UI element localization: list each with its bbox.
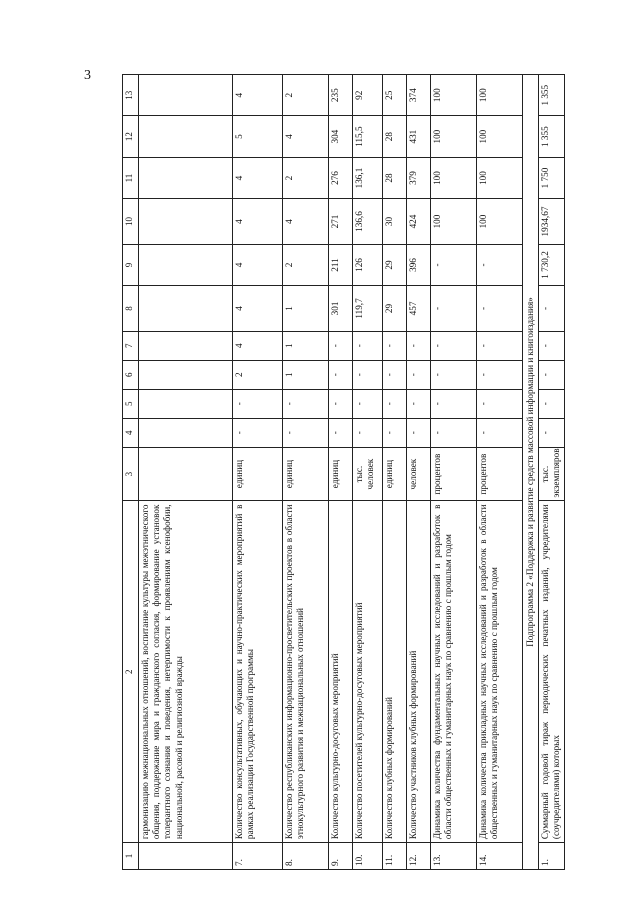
row-value: - <box>283 389 329 418</box>
row-value: - <box>233 418 283 447</box>
row-value <box>139 389 233 418</box>
row-value <box>139 331 233 360</box>
row-value: 1 750 <box>539 157 564 198</box>
row-unit <box>139 447 233 501</box>
row-value: - <box>431 418 477 447</box>
row-description: Количество участников клубных формирований <box>407 501 431 843</box>
page-number: 3 <box>84 68 91 83</box>
row-value: 100 <box>477 157 523 198</box>
row-number: 14. <box>477 843 523 870</box>
row-value: - <box>431 286 477 332</box>
row-value: - <box>329 418 353 447</box>
row-value: - <box>353 360 383 389</box>
row-value: - <box>353 389 383 418</box>
row-value: 136,6 <box>353 199 383 245</box>
row-value: 2 <box>283 157 329 198</box>
row-value: - <box>431 244 477 285</box>
col-header: 13 <box>123 75 139 116</box>
row-description: Динамика количества фундаментальных научных исследований и разработок в области общественных и гуманитарных наук по сравнению с прошлым годом <box>431 501 477 843</box>
row-value: - <box>407 389 431 418</box>
row-value: 374 <box>407 75 431 116</box>
row-value: 271 <box>329 199 353 245</box>
row-value: 4 <box>233 244 283 285</box>
row-number: 12. <box>407 843 431 870</box>
row-value: 379 <box>407 157 431 198</box>
row-value: 28 <box>383 157 407 198</box>
row-value: 2 <box>283 244 329 285</box>
row-value: 29 <box>383 244 407 285</box>
table-row <box>283 75 329 870</box>
col-header: 4 <box>123 418 139 447</box>
row-value: - <box>477 331 523 360</box>
row-number: 8. <box>283 843 329 870</box>
row-value: 2 <box>283 75 329 116</box>
row-number <box>139 843 233 870</box>
row-description: Количество клубных формирований <box>383 501 407 843</box>
row-value: 100 <box>431 157 477 198</box>
row-value: 1 355 <box>539 116 564 157</box>
row-value: - <box>407 360 431 389</box>
row-value: - <box>233 389 283 418</box>
table-row <box>233 75 283 870</box>
col-header: 8 <box>123 286 139 332</box>
table-row <box>329 75 353 870</box>
row-number: 13. <box>431 843 477 870</box>
row-value: 100 <box>431 199 477 245</box>
col-header: 5 <box>123 389 139 418</box>
row-value: 1 355 <box>539 75 564 116</box>
row-value: 1 <box>283 286 329 332</box>
row-value: 92 <box>353 75 383 116</box>
row-value: 396 <box>407 244 431 285</box>
row-value: 29 <box>383 286 407 332</box>
row-value: - <box>477 360 523 389</box>
row-number: 9. <box>329 843 353 870</box>
row-description: гармонизацию межнациональных отношений, воспитание культуры межэтнического общения, поддержание мира и гражданского согласия, формирование установок толерантного сознания и поведения, нетерпимости к проявлениям ксенофобии, национальной, расовой и религиозной вражды <box>139 501 233 843</box>
row-value: - <box>539 389 564 418</box>
row-value <box>139 199 233 245</box>
row-value: 4 <box>233 199 283 245</box>
row-value: - <box>283 418 329 447</box>
row-value: - <box>477 286 523 332</box>
row-value: - <box>477 244 523 285</box>
row-value: 457 <box>407 286 431 332</box>
row-value: - <box>329 360 353 389</box>
row-value: - <box>477 418 523 447</box>
row-value: 1 730,2 <box>539 244 564 285</box>
row-description: Количество посетителей культурно-досуговых мероприятий <box>353 501 383 843</box>
row-value <box>139 286 233 332</box>
table-row <box>353 75 383 870</box>
row-number: 10. <box>353 843 383 870</box>
row-number: 1. <box>539 843 564 870</box>
row-value: - <box>539 331 564 360</box>
header-row <box>123 75 139 870</box>
row-value: - <box>329 389 353 418</box>
col-header: 3 <box>123 447 139 501</box>
row-value: 4 <box>283 199 329 245</box>
row-value: 431 <box>407 116 431 157</box>
row-description: Количество консультативных, обучающих и научно-практических мероприятий в рамках реализации Государственной программы <box>233 501 283 843</box>
row-unit: единиц <box>383 447 407 501</box>
row-value: 4 <box>233 157 283 198</box>
row-value: 5 <box>233 116 283 157</box>
row-value: 424 <box>407 199 431 245</box>
col-header: 2 <box>123 501 139 843</box>
row-value: - <box>431 331 477 360</box>
table-row <box>431 75 477 870</box>
row-value: - <box>407 331 431 360</box>
col-header: 12 <box>123 116 139 157</box>
row-value: 4 <box>283 116 329 157</box>
row-value: 30 <box>383 199 407 245</box>
row-value <box>139 157 233 198</box>
row-value: - <box>431 360 477 389</box>
row-description: Количество культурно-досуговых мероприятий <box>329 501 353 843</box>
row-value: 126 <box>353 244 383 285</box>
row-value: - <box>383 418 407 447</box>
row-value: 119,7 <box>353 286 383 332</box>
row-value: - <box>407 418 431 447</box>
row-value: - <box>539 360 564 389</box>
row-value: 4 <box>233 331 283 360</box>
row-unit: единиц <box>329 447 353 501</box>
row-value: - <box>539 286 564 332</box>
row-value: - <box>431 389 477 418</box>
row-value <box>139 418 233 447</box>
table-row <box>407 75 431 870</box>
row-unit: тыс. экземпляров <box>539 447 564 501</box>
row-value: 4 <box>233 75 283 116</box>
row-value: 100 <box>431 116 477 157</box>
row-value: 100 <box>477 199 523 245</box>
row-value: - <box>539 418 564 447</box>
row-value: - <box>477 389 523 418</box>
row-value <box>139 360 233 389</box>
row-description: Количество республиканских информационно-просветительских проектов в области этнокультурного развития и межнациональных отношений <box>283 501 329 843</box>
row-value: 235 <box>329 75 353 116</box>
row-unit: тыс. человек <box>353 447 383 501</box>
row-unit: единиц <box>233 447 283 501</box>
row-value <box>139 75 233 116</box>
subprogram-row <box>523 75 539 870</box>
indicators-table <box>122 74 565 870</box>
row-value: - <box>383 389 407 418</box>
table-row <box>383 75 407 870</box>
row-value: 211 <box>329 244 353 285</box>
row-unit: процентов <box>431 447 477 501</box>
row-value: 1934,67 <box>539 199 564 245</box>
col-header: 11 <box>123 157 139 198</box>
rotated-table-container <box>122 74 562 870</box>
row-value: 304 <box>329 116 353 157</box>
row-description: Динамика количества прикладных научных исследований и разработок в области общественных и гуманитарных наук по сравнению с прошлым годом <box>477 501 523 843</box>
row-value <box>139 116 233 157</box>
col-header: 6 <box>123 360 139 389</box>
row-value: 28 <box>383 116 407 157</box>
row-number: 11. <box>383 843 407 870</box>
row-value: - <box>353 331 383 360</box>
table-row <box>539 75 564 870</box>
row-value: - <box>353 418 383 447</box>
subprogram-title: Подпрограмма 2 «Поддержка и развитие средств массовой информации и книгоиздания» <box>523 75 539 870</box>
col-header: 7 <box>123 331 139 360</box>
col-header: 10 <box>123 199 139 245</box>
row-unit: человек <box>407 447 431 501</box>
col-header: 1 <box>123 843 139 870</box>
row-value: 136,1 <box>353 157 383 198</box>
row-value: 4 <box>233 286 283 332</box>
table-row <box>139 75 233 870</box>
row-value: 100 <box>477 75 523 116</box>
row-value: 301 <box>329 286 353 332</box>
row-value: 1 <box>283 360 329 389</box>
row-value <box>139 244 233 285</box>
row-number: 7. <box>233 843 283 870</box>
row-value: 100 <box>477 116 523 157</box>
row-value: 100 <box>431 75 477 116</box>
row-value: - <box>329 331 353 360</box>
table-body <box>139 75 523 870</box>
row-value: 115,5 <box>353 116 383 157</box>
row-value: - <box>383 360 407 389</box>
row-value: 25 <box>383 75 407 116</box>
row-value: 276 <box>329 157 353 198</box>
row-value: 2 <box>233 360 283 389</box>
col-header: 9 <box>123 244 139 285</box>
row-description: Суммарный годовой тираж периодических печатных изданий, учредителями (соучредителями) которых <box>539 501 564 843</box>
row-value: 1 <box>283 331 329 360</box>
row-unit: процентов <box>477 447 523 501</box>
table-row <box>477 75 523 870</box>
row-value: - <box>383 331 407 360</box>
row-unit: единиц <box>283 447 329 501</box>
